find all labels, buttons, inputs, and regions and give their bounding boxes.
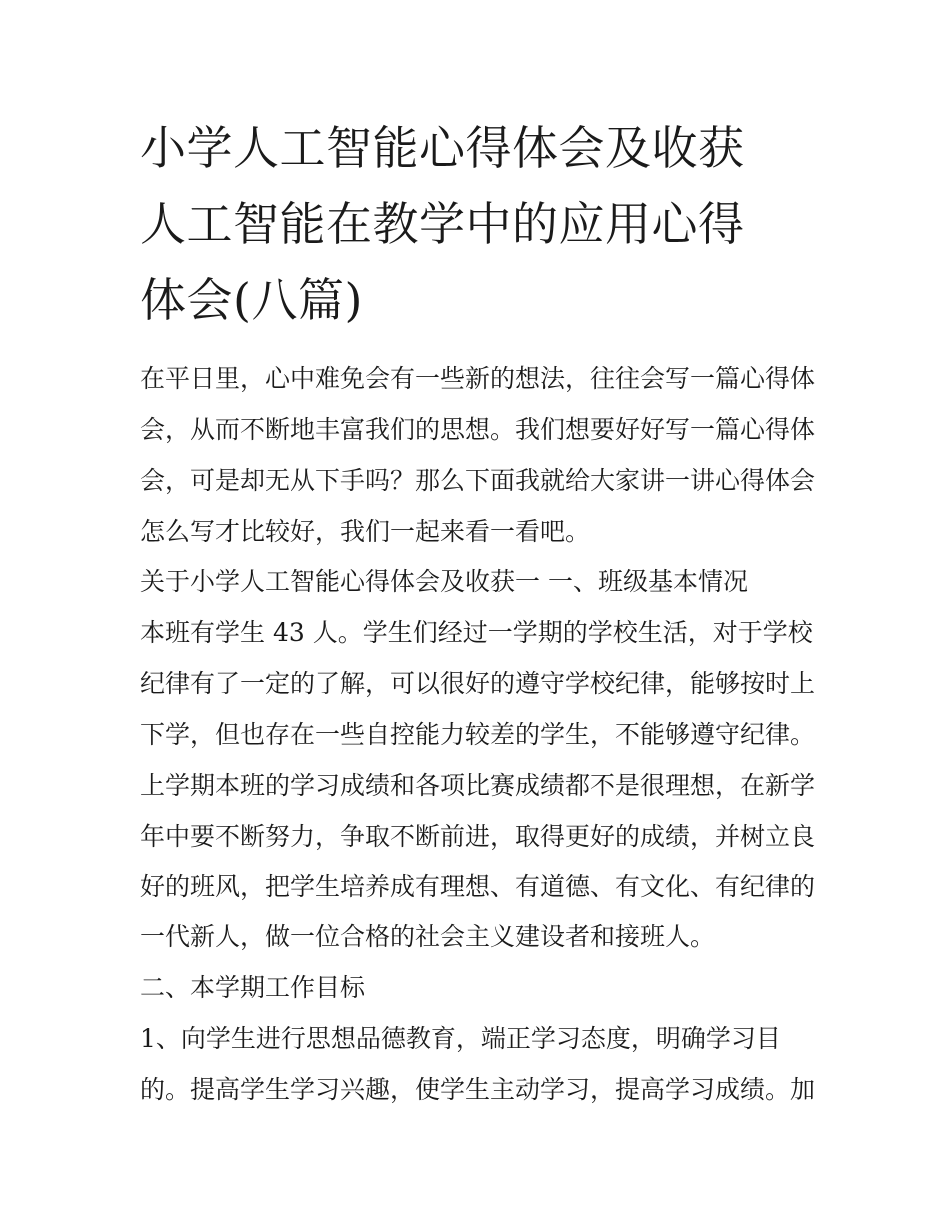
body-line-1: 在平日里，心中难免会有一些新的想法，往往会写一篇心得体 [140,364,816,393]
title-line-3: 体会(八篇) [140,273,363,327]
body-line-14: 1、向学生进行思想品德教育，端正学习态度，明确学习目 [140,1024,781,1053]
body-line-3: 会，可是却无从下手吗？那么下面我就给大家讲一讲心得体会 [140,466,816,495]
body-line-7: 纪律有了一定的了解，可以很好的遵守学校纪律，能够按时上 [140,669,816,698]
body-line-10: 年中要不断努力，争取不断前进，取得更好的成绩，并树立良 [140,822,816,851]
section-heading-1: 关于小学人工智能心得体会及收获一 一、班级基本情况 [140,567,748,596]
body-line-2: 会，从而不断地丰富我们的思想。我们想要好好写一篇心得体 [140,415,816,444]
title-line-2: 人工智能在教学中的应用心得 [140,197,745,251]
title-line-1: 小学人工智能心得体会及收获 [140,121,745,175]
body-line-11: 好的班风，把学生培养成有理想、有道德、有文化、有纪律的 [140,872,816,901]
body-line-4: 怎么写才比较好，我们一起来看一看吧。 [140,517,591,546]
body-line-8: 下学，但也存在一些自控能力较差的学生，不能够遵守纪律。 [140,720,816,749]
body-line-6: 本班有学生 43 人。学生们经过一学期的学校生活，对于学校 [140,618,813,647]
body-line-12: 一代新人，做一位合格的社会主义建设者和接班人。 [140,922,716,951]
section-heading-2: 二、本学期工作目标 [140,973,366,1002]
body-line-9: 上学期本班的学习成绩和各项比赛成绩都不是很理想，在新学 [140,771,816,800]
body-line-15: 的。提高学生学习兴趣，使学生主动学习，提高学习成绩。加 [140,1075,816,1104]
